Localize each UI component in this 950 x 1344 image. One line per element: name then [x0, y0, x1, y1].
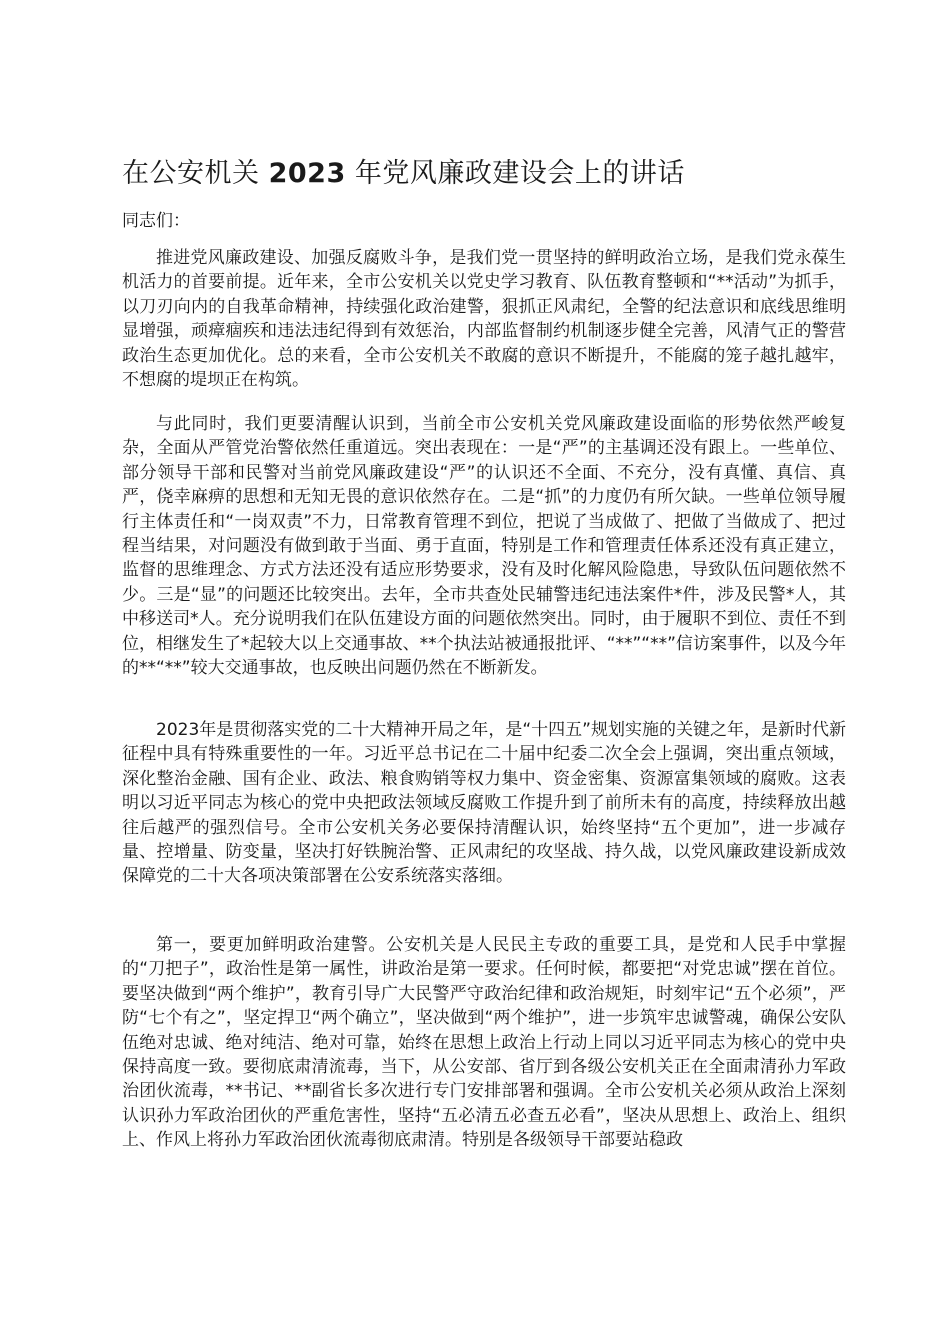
paragraph: 第一，要更加鲜明政治建警。公安机关是人民民主专政的重要工具，是党和人民手中掌握的“刀把子”，政治性是第一属性，讲政治是第一要求。任何时候，都要把“对党忠诚”摆在首位。要坚决做到“两个维护”，教育引导广大民警严守政治纪律和政治规矩，时刻牢记“五个必须”，严防“七个有之”，坚定捍卫“两个确立”，坚决做到“两个维护”，进一步筑牢忠诚警魂，确保公安队伍绝对忠诚、绝对纯洁、绝对可靠，始终在思想上政治上行动上同以习近平同志为核心的党中央保持高度一致。要彻底肃清流毒，当下，从公安部、省厅到各级公安机关正在全面肃清孙力军政治团伙流毒，**书记、**副省长多次进行专门安排部署和强调。全市公安机关必须从政治上深刻认识孙力军政治团伙的严重危害性，坚持“五必清五必查五必看”，坚决从思想上、政治上、组织上、作风上将孙力军政治团伙流毒彻底肃清。特别是各级领导干部要站稳政 [122, 935, 846, 1151]
paragraph: 推进党风廉政建设、加强反腐败斗争，是我们党一贯坚持的鲜明政治立场，是我们党永葆生机活力的首要前提。近年来，全市公安机关以党史学习教育、队伍教育整顿和“**活动”为抓手，以刀刃向内的自我革命精神，持续强化政治建警，狠抓正风肃纪，全警的纪法意识和底线思维明显增强，顽瘴痼疾和违法违纪得到有效惩治，内部监督制约机制逐步健全完善，风清气正的警营政治生态更加优化。总的来看，全市公安机关不敢腐的意识不断提升，不能腐的笼子越扎越牢，不想腐的堤坝正在构筑。 [122, 248, 846, 391]
document-title [122, 154, 842, 194]
paragraph: 与此同时，我们更要清醒认识到，当前全市公安机关党风廉政建设面临的形势依然严峻复杂，全面从严管党治警依然任重道远。突出表现在：一是“严”的主基调还没有跟上。一些单位、部分领导干部和民警对当前党风廉政建设“严”的认识还不全面、不充分，没有真懂、真信、真严，侥幸麻痹的思想和无知无畏的意识依然存在。二是“抓”的力度仍有所欠缺。一些单位领导履行主体责任和“一岗双责”不力，日常教育管理不到位，把说了当成做了、把做了当做成了、把过程当结果，对问题没有做到敢于当面、勇于直面，特别是工作和管理责任体系还没有真正建立，监督的思维理念、方式方法还没有适应形势要求，没有及时化解风险隐患，导致队伍问题依然不少。三是“显”的问题还比较突出。去年，全市共查处民辅警违纪违法案件*件，涉及民警*人，其中移送司*人。充分说明我们在队伍建设方面的问题依然突出。同时，由于履职不到位、责任不到位，相继发生了*起较大以上交通事故、**个执法站被通报批评、“**”“**”信访案事件，以及今年的**“**”较大交通事故，也反映出问题仍然在不断新发。 [122, 414, 846, 679]
title-year: 2023 [268, 158, 346, 189]
title-suffix: 年党风廉政建设会上的讲话 [354, 158, 685, 189]
title-prefix: 在公安机关 [122, 158, 260, 189]
salutation: 同志们： [122, 211, 190, 231]
paragraph: 2023年是贯彻落实党的二十大精神开局之年，是“十四五”规划实施的关键之年，是新时代新征程中具有特殊重要性的一年。习近平总书记在二十届中纪委二次全会上强调，突出重点领域，深化整治金融、国有企业、政法、粮食购销等权力集中、资金密集、资源富集领域的腐败。这表明以习近平同志为核心的党中央把政法领域反腐败工作提升到了前所未有的高度，持续释放出越往后越严的强烈信号。全市公安机关务必要保持清醒认识，始终坚持“五个更加”，进一步减存量、控增量、防变量，坚决打好铁腕治警、正风肃纪的攻坚战、持久战，以党风廉政建设新成效保障党的二十大各项决策部署在公安系统落实落细。 [122, 720, 846, 887]
